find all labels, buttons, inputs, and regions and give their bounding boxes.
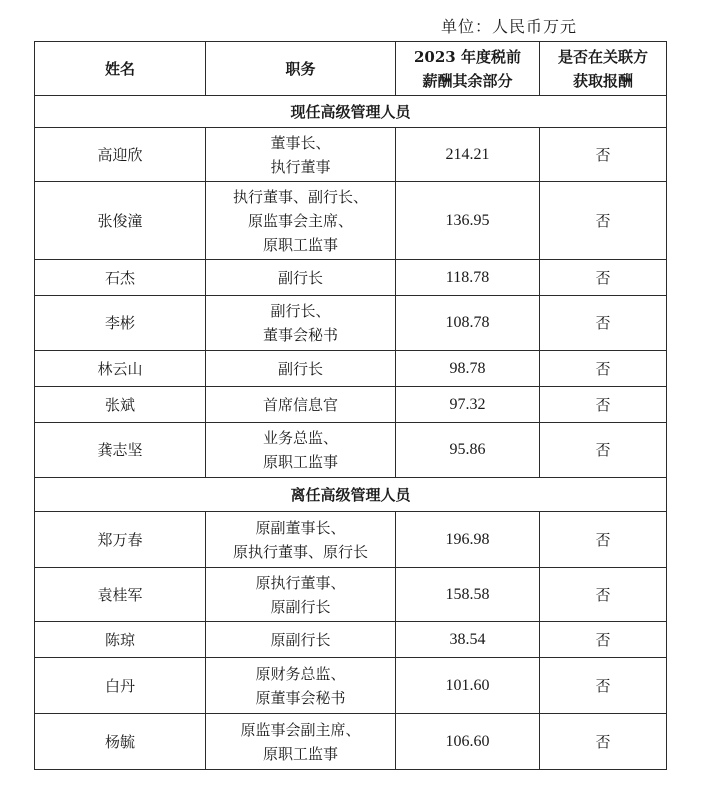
cell-salary: 158.58 [396, 568, 540, 622]
cell-name: 袁桂军 [35, 568, 206, 622]
table-row [35, 512, 667, 568]
cell-position [206, 423, 396, 478]
cell-salary: 97.32 [396, 387, 540, 423]
cell-position [206, 351, 396, 387]
position-line: 执行董事、副行长、 [232, 187, 368, 206]
cell-name: 张斌 [35, 387, 206, 423]
position-line: 业务总监、 [262, 429, 338, 447]
table-row [35, 423, 667, 478]
position-line: 执行董事 [270, 157, 331, 176]
position-line: 副行长 [277, 268, 323, 287]
position-line: 原副董事长、 [255, 518, 346, 537]
cell-position [206, 658, 396, 714]
cell-related: 否 [540, 128, 667, 182]
position-line: 首席信息官 [262, 395, 338, 414]
cell-salary: 214.21 [396, 128, 540, 182]
cell-related: 否 [540, 658, 667, 714]
position-line: 原财务总监、 [255, 664, 346, 683]
compensation-table [34, 41, 667, 770]
position-line: 原职工监事 [262, 744, 338, 763]
cell-name: 林云山 [35, 351, 206, 387]
section-title: 离任高级管理人员 [35, 478, 667, 512]
cell-name: 杨毓 [35, 714, 206, 770]
unit-label: 单位：人民币万元 [441, 17, 578, 36]
header-position: 职务 [206, 42, 396, 96]
cell-salary: 95.86 [396, 423, 540, 478]
cell-position [206, 182, 396, 260]
cell-related: 否 [540, 182, 667, 260]
cell-salary: 136.95 [396, 182, 540, 260]
cell-position [206, 296, 396, 351]
cell-related: 否 [540, 512, 667, 568]
cell-name: 高迎欣 [35, 128, 206, 182]
table-row [35, 714, 667, 770]
cell-related: 否 [540, 260, 667, 296]
header-salary-line: 薪酬其余部分 [422, 71, 513, 90]
cell-name: 李彬 [35, 296, 206, 351]
section-row [35, 96, 667, 128]
header-related [540, 42, 667, 96]
position-line: 董事会秘书 [262, 326, 338, 344]
position-line: 董事长、 [270, 133, 331, 152]
cell-salary: 196.98 [396, 512, 540, 568]
cell-related: 否 [540, 387, 667, 423]
cell-salary: 118.78 [396, 260, 540, 296]
section-title: 现任高级管理人员 [35, 96, 667, 128]
cell-related: 否 [540, 423, 667, 478]
cell-related: 否 [540, 296, 667, 351]
position-line: 原副行长 [270, 597, 331, 616]
position-line: 原执行董事、原行长 [232, 542, 368, 561]
cell-related: 否 [540, 622, 667, 658]
table-row [35, 658, 667, 714]
cell-salary: 108.78 [396, 296, 540, 351]
cell-position [206, 568, 396, 622]
header-related-line: 获取报酬 [572, 71, 633, 90]
header-related-line: 是否在关联方 [557, 47, 648, 66]
cell-name: 陈琼 [35, 622, 206, 658]
cell-position [206, 622, 396, 658]
position-line: 原董事会秘书 [255, 688, 346, 707]
cell-salary: 38.54 [396, 622, 540, 658]
header-salary-line: 2023 年度税前 [414, 47, 521, 66]
table-row [35, 622, 667, 658]
cell-position [206, 128, 396, 182]
position-line: 原监事会主席、 [247, 211, 353, 230]
cell-salary: 101.60 [396, 658, 540, 714]
header-name: 姓名 [35, 42, 206, 96]
cell-position [206, 387, 396, 423]
position-line: 原监事会副主席、 [240, 720, 361, 739]
table-row [35, 260, 667, 296]
cell-name: 张俊潼 [35, 182, 206, 260]
header-row [35, 42, 667, 96]
cell-name: 郑万春 [35, 512, 206, 568]
position-line: 副行长、 [270, 302, 331, 320]
position-line: 原副行长 [270, 630, 331, 649]
cell-name: 白丹 [35, 658, 206, 714]
cell-related: 否 [540, 714, 667, 770]
section-row [35, 478, 667, 512]
cell-name: 石杰 [35, 260, 206, 296]
position-line: 副行长 [277, 359, 323, 378]
cell-related: 否 [540, 568, 667, 622]
cell-position [206, 512, 396, 568]
position-line: 原执行董事、 [255, 573, 346, 592]
table-row [35, 568, 667, 622]
cell-related: 否 [540, 351, 667, 387]
table-row [35, 182, 667, 260]
cell-position [206, 260, 396, 296]
table-row [35, 351, 667, 387]
table-row [35, 387, 667, 423]
table-row [35, 128, 667, 182]
cell-salary: 106.60 [396, 714, 540, 770]
cell-salary: 98.78 [396, 351, 540, 387]
table-row [35, 296, 667, 351]
position-line: 原职工监事 [262, 453, 338, 471]
cell-name: 龚志坚 [35, 423, 206, 478]
header-salary [396, 42, 540, 96]
position-line: 原职工监事 [262, 235, 338, 254]
cell-position [206, 714, 396, 770]
